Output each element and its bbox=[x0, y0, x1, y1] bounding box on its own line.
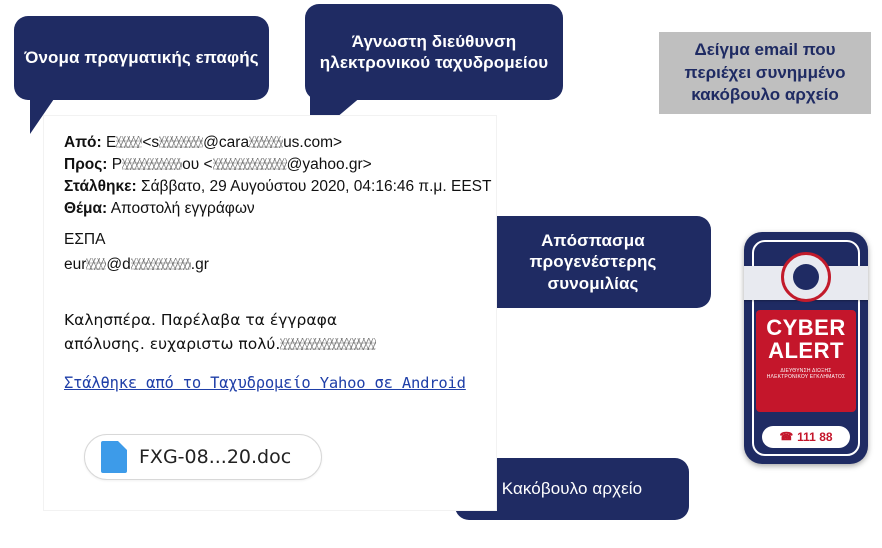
email-signature bbox=[64, 228, 484, 277]
email-value-from-tld: us.com> bbox=[283, 134, 343, 151]
badge-title-line-2: ALERT bbox=[768, 338, 844, 364]
seal-core bbox=[793, 264, 819, 290]
email-value-to-mid: ου < bbox=[182, 156, 213, 173]
email-value-from-prefix: Ε bbox=[106, 134, 117, 151]
sample-description-text: Δείγμα email που περιέχει συνημμένο κακόβουλο αρχείο bbox=[684, 39, 846, 105]
phone-icon: ☎ bbox=[779, 430, 794, 443]
badge-phone-number: 111 88 bbox=[797, 430, 833, 444]
callout-unknown-address bbox=[305, 4, 563, 100]
redaction-mark bbox=[131, 258, 191, 270]
callout-unknown-address-text: Άγνωστη διεύθυνση ηλεκτρονικού ταχυδρομείου bbox=[319, 31, 549, 72]
email-value-from-mid: <s bbox=[142, 134, 160, 151]
redaction-mark bbox=[213, 158, 287, 170]
message-line-2-text: απόλυσης. ευχαριστω πολύ. bbox=[64, 335, 281, 354]
email-header-sent bbox=[64, 176, 492, 198]
police-seal-icon bbox=[781, 252, 831, 302]
callout-prior-thread bbox=[475, 216, 711, 308]
sample-description-box bbox=[659, 32, 871, 114]
email-card bbox=[44, 116, 496, 510]
email-value-to-prefix: Ρ bbox=[111, 156, 123, 173]
email-message-body bbox=[64, 308, 484, 356]
email-header-to bbox=[64, 154, 484, 176]
sent-from-link[interactable]: Στάλθηκε από το Ταχυδρομείο Yahoo σε Android bbox=[64, 374, 466, 392]
email-label-to: Προς: bbox=[64, 156, 108, 173]
redaction-mark bbox=[86, 258, 106, 270]
message-line-2 bbox=[64, 332, 484, 356]
signature-line-2 bbox=[64, 253, 484, 276]
badge-red-panel bbox=[756, 310, 856, 412]
callout-malicious-file-text: Κακόβουλο αρχείο bbox=[501, 479, 643, 499]
callout-real-name-text: Όνομα πραγματικής επαφής bbox=[24, 48, 259, 68]
badge-phone bbox=[762, 426, 850, 448]
attachment-chip[interactable] bbox=[84, 434, 322, 480]
email-value-from-domain: @cara bbox=[203, 134, 250, 151]
badge-subtitle: ΔΙΕΥΘΥΝΣΗ ΔΙΩΞΗΣ ΗΛΕΚΤΡΟΝΙΚΟΥ ΕΓΚΛΗΜΑΤΟΣ bbox=[766, 368, 846, 381]
signature-mail-prefix: eur bbox=[64, 256, 87, 274]
signature-mail-tld: .gr bbox=[190, 256, 209, 274]
email-value-subject: Αποστολή εγγράφων bbox=[110, 200, 255, 217]
badge-title-line-1: CYBER bbox=[766, 315, 846, 340]
message-line-1: Καλησπέρα. Παρέλαβα τα έγγραφα bbox=[64, 311, 338, 329]
signature-mail-at: @d bbox=[106, 256, 131, 274]
redaction-mark bbox=[116, 136, 142, 148]
cyber-alert-badge bbox=[744, 232, 868, 464]
email-value-sent: Σάββατο, 29 Αυγούστου 2020, 04:16:46 π.μ. EEST bbox=[141, 178, 492, 195]
redaction-mark bbox=[280, 338, 376, 350]
attachment-file-name: FXG-08...20.doc bbox=[139, 446, 292, 468]
redaction-mark bbox=[159, 136, 203, 148]
email-label-sent: Στάλθηκε: bbox=[64, 178, 137, 195]
callout-prior-thread-text: Απόσπασμα προγενέστερης συνομιλίας bbox=[529, 231, 657, 293]
email-headers bbox=[64, 132, 492, 220]
redaction-mark bbox=[122, 158, 182, 170]
email-value-to-domain: @yahoo.gr> bbox=[286, 156, 372, 173]
redaction-mark bbox=[249, 136, 283, 148]
email-header-from bbox=[64, 132, 484, 154]
signature-line-1: ΕΣΠΑ bbox=[64, 231, 106, 248]
document-icon bbox=[101, 441, 127, 473]
email-header-subject bbox=[64, 198, 484, 220]
email-label-from: Από: bbox=[64, 134, 102, 151]
email-label-subject: Θέμα: bbox=[64, 200, 108, 217]
callout-real-name bbox=[14, 16, 269, 100]
